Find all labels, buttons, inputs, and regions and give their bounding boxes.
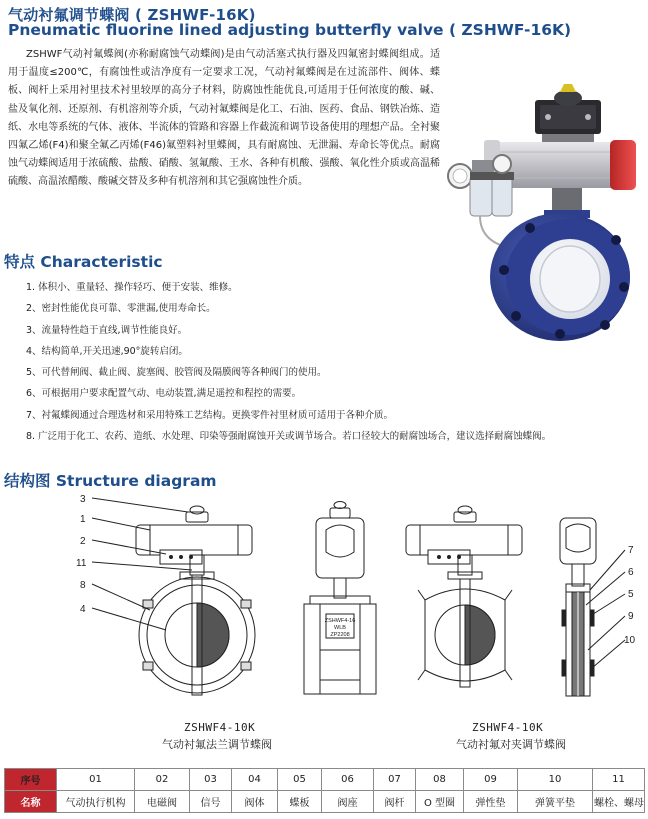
- right-name-caption: 气动衬氟对夹调节蝶阀: [456, 738, 566, 751]
- nameplate-line-1: ZSHWF4-16: [324, 618, 356, 624]
- table-row: [5, 791, 645, 813]
- table-row: [5, 769, 645, 791]
- list-item: 7、衬氟蝶阀通过合理选材和采用特殊工艺结构。更换零件衬里材质可适用于各种介质。: [26, 409, 394, 421]
- page-title-cn: 气动衬氟调节蝶阀 ( ZSHWF-16K): [8, 6, 256, 24]
- table-cell: 04: [232, 769, 278, 791]
- table-cell: 弹性垫: [464, 791, 518, 813]
- table-cell: 阀杆: [374, 791, 416, 813]
- nameplate-line-2: WLB: [334, 625, 346, 631]
- flange-valve-drawing: [92, 498, 255, 695]
- callout-3: 3: [80, 494, 86, 505]
- table-cell: 气动执行机构: [57, 791, 135, 813]
- table-cell: 08: [416, 769, 464, 791]
- callout-5: 5: [628, 589, 634, 600]
- table-cell: 11: [593, 769, 645, 791]
- table-cell: 阀座: [322, 791, 374, 813]
- structure-diagram: [0, 490, 648, 708]
- table-cell: 02: [135, 769, 190, 791]
- intro-paragraph: [8, 46, 440, 192]
- wafer-valve-section-drawing: [560, 518, 625, 696]
- page-title-en: Pneumatic fluorine lined adjusting butterfly valve ( ZSHWF-16K): [8, 21, 572, 39]
- wafer-valve-drawing: [406, 506, 522, 687]
- left-name-caption: 气动衬氟法兰调节蝶阀: [162, 738, 272, 751]
- section-title-structure: 结构图 Structure diagram: [4, 472, 217, 490]
- table-cell: 07: [374, 769, 416, 791]
- list-item: 8. 广泛用于化工、农药、造纸、水处理、印染等强耐腐蚀开关或调节场合。若口径较大的耐腐蚀场合，建议选择耐腐蚀蝶阀。: [26, 431, 552, 443]
- header-name-cell: 名称: [5, 791, 57, 813]
- table-cell: 01: [57, 769, 135, 791]
- table-cell: 弹簧平垫: [518, 791, 593, 813]
- callout-9: 9: [628, 611, 634, 622]
- section-title-characteristic: 特点 Characteristic: [4, 253, 163, 271]
- table-cell: 06: [322, 769, 374, 791]
- list-item: 6、可根据用户要求配置气动、电动装置,满足遥控和程控的需要。: [26, 388, 302, 400]
- table-cell: 09: [464, 769, 518, 791]
- callout-2: 2: [80, 536, 86, 547]
- table-cell: 信号: [190, 791, 232, 813]
- right-model-caption: ZSHWF4-10K: [472, 721, 544, 734]
- callout-11: 11: [76, 558, 87, 569]
- table-cell: 螺栓、螺母: [593, 791, 645, 813]
- nameplate-line-3: ZP2208: [330, 632, 350, 638]
- list-item: 2、密封性能优良可靠、零泄漏,使用寿命长。: [26, 303, 216, 315]
- list-item: 1. 体积小、重量轻、操作轻巧、便于安装、维修。: [26, 282, 238, 293]
- callout-1: 1: [80, 514, 86, 525]
- table-cell: 10: [518, 769, 593, 791]
- table-cell: 蝶板: [278, 791, 322, 813]
- table-cell: 阀体: [232, 791, 278, 813]
- table-cell: 电磁阀: [135, 791, 190, 813]
- table-cell: 03: [190, 769, 232, 791]
- flange-valve-front-drawing: [304, 502, 376, 695]
- callout-10: 10: [624, 635, 636, 646]
- list-item: 4、结构简单,开关迅速,90°旋转启闭。: [26, 345, 188, 357]
- feature-list: [26, 277, 644, 447]
- header-number-cell: 序号: [5, 769, 57, 791]
- callout-4: 4: [80, 604, 86, 615]
- left-model-caption: ZSHWF4-10K: [184, 721, 256, 734]
- list-item: 5、可代替闸阀、截止阀、旋塞阀、胶管阀及隔膜阀等各种阀门的使用。: [26, 367, 327, 379]
- table-cell: O 型圈: [416, 791, 464, 813]
- table-cell: 05: [278, 769, 322, 791]
- callout-7: 7: [628, 545, 634, 556]
- intro-text: ZSHWF气动衬氟蝶阀(亦称耐腐蚀气动蝶阀)是由气动活塞式执行器及四氟密封蝶阀组成。适用于温度≤200℃，有腐蚀性或洁净度有一定要求工况，气动衬氟蝶阀是在过流部件、阀体、蝶板、阀杆上采用衬里技术衬里较厚的高分子材料，防腐蚀性能优良,可适用于任何浓度的酸、碱、盐及氧化剂、还原剂、有机溶剂等介质，气动衬氟蝶阀是化工、石油、医药、食品、钢铁冶炼、造纸、水电等系统的气体、液体、半流体的管路和容器上作截流和调节设备使用的理想产品。全衬聚四氟乙烯(F4)和聚全氟乙丙烯(F46)氟塑料衬里蝶阀，具有耐腐蚀、无泄漏、寿命长等优点。耐腐蚀气动蝶阀适用于浓硫酸、盐酸、硝酸、氢氟酸、王水、各种有机酸、强酸、氧化性介质或高温稀硫酸、高温浓醋酸、酸碱交替及多种有机溶剂和其它强腐蚀性介质。: [8, 49, 440, 188]
- callout-8: 8: [80, 580, 86, 591]
- list-item: 3、流量特性趋于直线,调节性能良好。: [26, 324, 188, 336]
- parts-table: [4, 768, 645, 813]
- callout-6: 6: [628, 567, 634, 578]
